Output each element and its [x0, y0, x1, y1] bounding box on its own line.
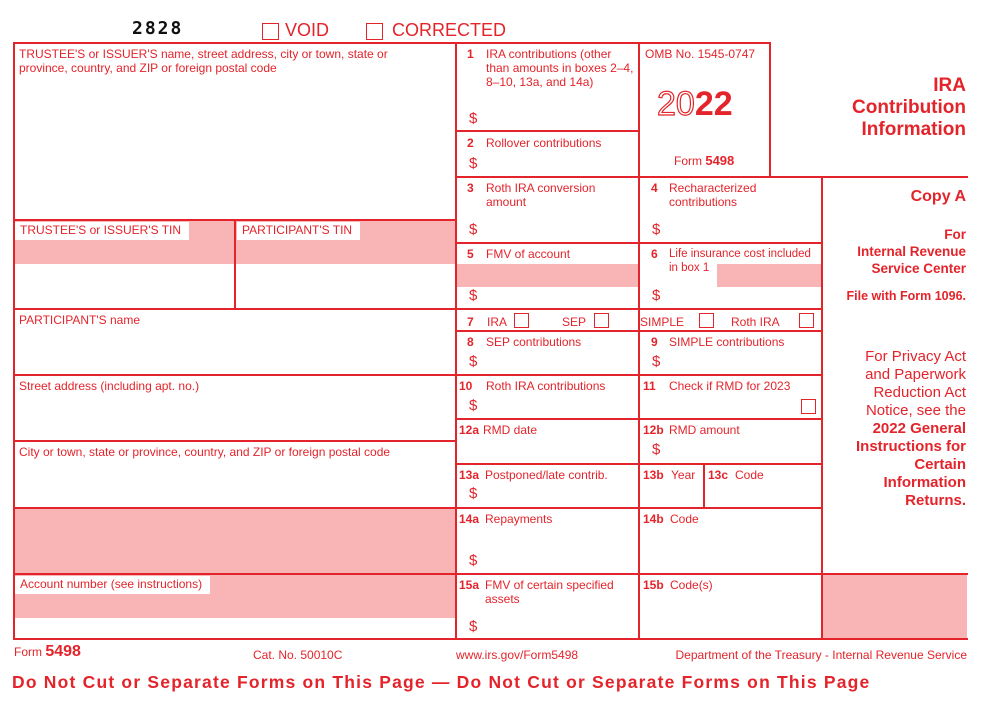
tax-year [657, 86, 733, 122]
box13c-num: 13c [708, 468, 729, 482]
participant-tin-label: PARTICIPANT'S TIN [237, 222, 360, 240]
box6-label: Life insurance cost included in box 1 [669, 248, 811, 274]
box9-dollar: $ [652, 353, 661, 370]
omb-number: OMB No. 1545-0747 [645, 47, 756, 61]
box7-ira-checkbox[interactable] [514, 313, 529, 328]
box10-num: 10 [459, 379, 473, 393]
box13a-label: Postponed/late contrib. [485, 468, 608, 482]
box15b-num: 15b [643, 578, 664, 592]
box10-dollar: $ [469, 397, 478, 414]
box9-label: SIMPLE contributions [669, 335, 785, 349]
box6-dollar: $ [652, 287, 661, 304]
box13b-label: Year [671, 468, 696, 482]
box5-label: FMV of account [486, 247, 571, 261]
do-not-cut-warning: Do Not Cut or Separate Forms on This Page — Do Not Cut or Separate Forms on This Page [12, 672, 871, 692]
box9-num: 9 [651, 335, 658, 349]
box11-num: 11 [643, 379, 656, 393]
tax-year-bold: 22 [694, 85, 733, 123]
box5-num: 5 [467, 247, 474, 261]
box5-dollar: $ [469, 287, 478, 304]
box5-shade [457, 264, 639, 287]
box3-num: 3 [467, 181, 474, 195]
file-with: File with Form 1096. [846, 289, 966, 303]
account-number-label: Account number (see instructions) [15, 576, 210, 594]
box13a-dollar: $ [469, 485, 478, 502]
box13c-label: Code [735, 468, 764, 482]
box7-roth-checkbox[interactable] [799, 313, 814, 328]
box4-dollar: $ [652, 221, 661, 238]
box13a-num: 13a [459, 468, 480, 482]
void-checkbox[interactable] [262, 23, 279, 40]
box7-ira-label: IRA [487, 315, 508, 329]
box12a-num: 12a [459, 423, 480, 437]
box7-simple-label: SIMPLE [640, 315, 685, 329]
box3-label: Roth IRA conversion amount [486, 181, 596, 209]
corrected-checkbox[interactable] [366, 23, 383, 40]
irs-url[interactable]: www.irs.gov/Form5498 [456, 648, 579, 662]
city-label: City or town, state or province, country, and ZIP or foreign postal code [19, 445, 391, 459]
blank-shade-left [14, 507, 456, 573]
box2-label: Rollover contributions [486, 136, 602, 150]
box12b-dollar: $ [652, 441, 661, 458]
box7-sep-label: SEP [562, 315, 587, 329]
box14a-label: Repayments [485, 512, 553, 526]
box15a-dollar: $ [469, 618, 478, 635]
box8-dollar: $ [469, 353, 478, 370]
street-address-label: Street address (including apt. no.) [19, 379, 200, 393]
box1-dollar: $ [469, 110, 478, 127]
box12b-label: RMD amount [669, 423, 740, 437]
box7-num: 7 [467, 315, 474, 329]
box15b-label: Code(s) [670, 578, 713, 592]
box2-dollar: $ [469, 155, 478, 172]
box14b-label: Code [670, 512, 699, 526]
trustee-name-label: TRUSTEE'S or ISSUER'S name, street address, city or town, state or province, country, and ZIP or foreign postal code [19, 47, 388, 75]
box4-label: Recharacterized contributions [669, 181, 757, 209]
omb-form-label: Form 5498 [674, 153, 735, 168]
box13b-num: 13b [643, 468, 664, 482]
box7-roth-label: Roth IRA [731, 315, 780, 329]
box6-num: 6 [651, 247, 658, 261]
box4-num: 4 [651, 181, 658, 195]
box1-label: IRA contributions (other than amounts in boxes 2–4, 8–10, 13a, and 14a) [486, 47, 634, 89]
box10-label: Roth IRA contributions [486, 379, 606, 393]
box11-checkbox[interactable] [801, 399, 816, 414]
tax-year-outline: 20 [657, 85, 695, 123]
box8-label: SEP contributions [486, 335, 582, 349]
corrected-label: CORRECTED [392, 20, 507, 40]
box12a-label: RMD date [483, 423, 538, 437]
privacy-notice: For Privacy Act and Paperwork Reduction Act Notice, see the 2022 General Instructions for Certain Information Returns. [855, 348, 966, 509]
blank-shade-right [822, 574, 967, 639]
box11-label: Check if RMD for 2023 [669, 379, 791, 393]
box3-dollar: $ [469, 221, 478, 238]
box14a-num: 14a [459, 512, 480, 526]
cat-number: Cat. No. 50010C [253, 648, 343, 662]
box15a-num: 15a [459, 578, 480, 592]
copy-a: Copy A [910, 188, 966, 205]
form-title: IRA Contribution Information [852, 75, 966, 140]
box15a-label: FMV of certain specified assets [485, 578, 614, 606]
box14a-dollar: $ [469, 552, 478, 569]
form-code: 2828 [132, 18, 184, 39]
box1-num: 1 [467, 47, 474, 61]
for-irs-center: For Internal Revenue Service Center [857, 227, 966, 276]
participant-name-label: PARTICIPANT'S name [19, 313, 140, 327]
box7-simple-checkbox[interactable] [699, 313, 714, 328]
box12b-num: 12b [643, 423, 664, 437]
box7-sep-checkbox[interactable] [594, 313, 609, 328]
box14b-num: 14b [643, 512, 664, 526]
trustee-tin-label: TRUSTEE'S or ISSUER'S TIN [15, 222, 189, 240]
department: Department of the Treasury - Internal Revenue Service [675, 648, 967, 662]
void-label: VOID [285, 20, 330, 40]
box2-num: 2 [467, 136, 474, 150]
footer-form-label: Form 5498 [14, 643, 81, 660]
box8-num: 8 [467, 335, 474, 349]
